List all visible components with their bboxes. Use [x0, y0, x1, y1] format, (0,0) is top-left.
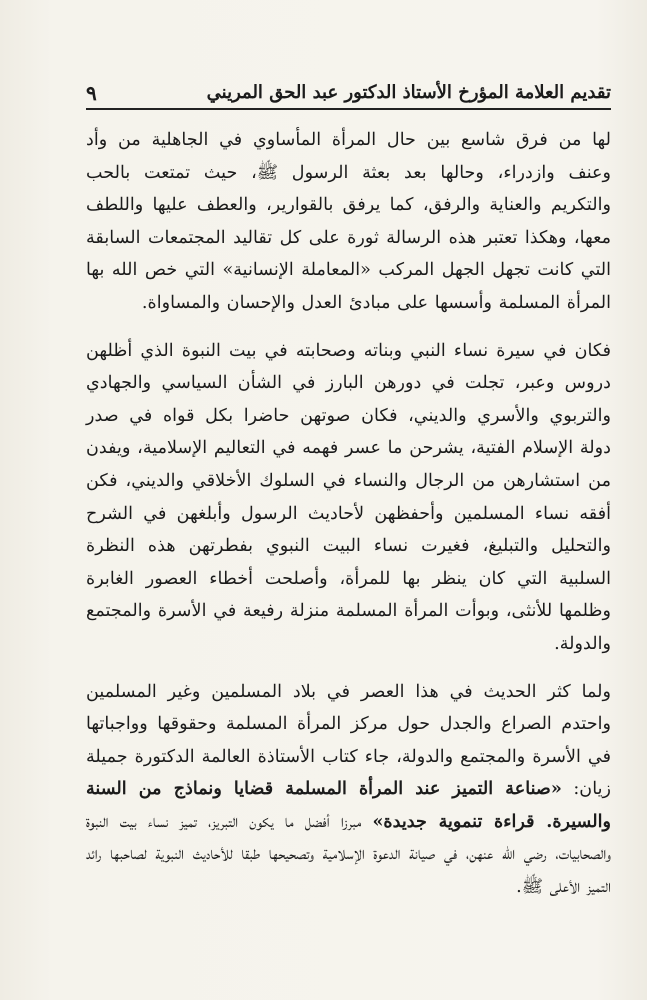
- page-number: ٩: [86, 81, 97, 105]
- page-body: [86, 124, 611, 904]
- paragraph-3-intro: ولما كثر الحديث في هذا العصر في بلاد المسلمين وغير المسلمين واحتدم الصراع والجدل حول مركز المرأة المسلمة وحقوقها وواجباتها في الأسرة والمجتمع والدولة، جاء كتاب الأستاذة العالمة الدكتورة جميلة زيان:: [86, 681, 611, 800]
- paragraph-3: [86, 676, 611, 904]
- page-header: [86, 78, 611, 110]
- paragraph-2: فكان في سيرة نساء النبي وبناته وصحابته في بيت النبوة الذي أظلهن دروس وعبر، تجلت في دورهن البارز في الشأن السياسي والجهادي والتربوي والأسري والديني، فكان صوتهن حاضرا بكل قواه في صدر دولة الإسلام الفتية، يشرحن ما عسر فهمه في التعاليم الإسلامية، ويفدن من استشارهن من الرجال والنساء في السلوك الأخلاقي والديني، فكن أفقه نساء المسلمين وأحفظهن لأحاديث الرسول وأبلغهن في الشرح والتحليل والتبليغ، فغيرت نساء البيت النبوي بفطرتهن هذه النظرة السلبية التي كان ينظر بها للمرأة، وأصلحت أخطاء العصور الغابرة وظلمها للأنثى، وبوأت المرأة المسلمة منزلة رفيعة في الأسرة والمجتمع والدولة.: [86, 340, 611, 654]
- paragraph-3-conclusion: مبرزا أفضل ما يكون التبريز، تميز نساء بيت النبوة والصحابيات، رضي الله عنهن، في صيانة الدعوة الإسلامية وتصحيحها طبقا للأحاديث النبوية لصاحبها رائد التميز الأعلى ﷺ.: [86, 811, 611, 898]
- book-title: «صناعة التميز عند المرأة المسلمة قضايا ونماذج من السنة والسيرة. قراءة تنموية جديدة»: [86, 778, 611, 832]
- running-title: تقديم العلامة المؤرخ الأستاذ الدكتور عبد الحق المريني: [206, 82, 611, 103]
- paragraph-1: لها من فرق شاسع بين حال المرأة المأساوي في الجاهلية من وأد وعنف وازدراء، وحالها بعد بعثة الرسول ﷺ، حيث تمتعت بالحب والتكريم والعناية والرفق، كما يرفق بالقوارير، والعطف عليها واللطف معها، وهكذا تعتبر هذه الرسالة ثورة على كل تقاليد المجتمعات السابقة التي كانت تجهل الجهل المركب «المعاملة الإنسانية» التي خص الله بها المرأة المسلمة وأسسها على مبادئ العدل والإحسان والمساواة.: [86, 130, 611, 313]
